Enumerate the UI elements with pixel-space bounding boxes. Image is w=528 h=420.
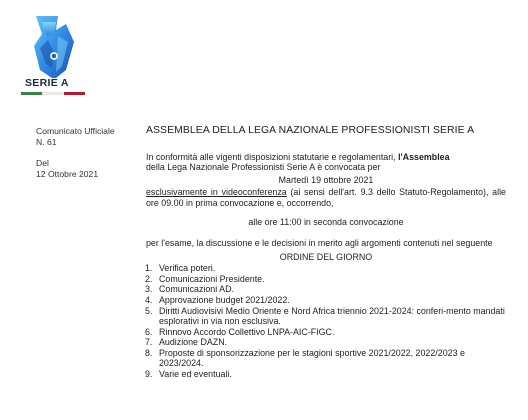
- logo-brand-text: SERIE A: [25, 77, 69, 89]
- agenda-item-number: 7.: [145, 337, 153, 348]
- intro-text-2: della Lega Nazionale Professionisti Serie A è convocata per: [146, 162, 381, 173]
- agenda-item-text: Varie ed eventuali.: [159, 368, 232, 379]
- flag-green: [21, 92, 42, 95]
- second-call: alle ore 11:00 in seconda convocazione: [248, 216, 404, 227]
- agenda-list: [145, 263, 505, 379]
- comunicato-date: [36, 158, 98, 179]
- agenda-item-number: 9.: [145, 368, 153, 379]
- flag-white: [42, 92, 63, 95]
- agenda-item: [145, 263, 505, 274]
- agenda-item: [145, 337, 505, 348]
- agenda-title: ORDINE DEL GIORNO: [279, 251, 373, 262]
- italian-flag-stripe: [21, 92, 85, 95]
- agenda-item-number: 2.: [145, 273, 153, 284]
- agenda-item-text: Comunicazioni AD.: [159, 284, 234, 295]
- date-value: 12 Ottobre 2021: [36, 168, 99, 179]
- agenda-item-number: 3.: [145, 284, 153, 295]
- comunicato-label: Comunicato Ufficiale: [36, 126, 115, 136]
- comunicato-number: N. 61: [36, 136, 57, 147]
- meeting-date: Martedì 19 ottobre 2021: [278, 174, 374, 185]
- agenda-item: [145, 348, 505, 369]
- mode-paragraph: [146, 187, 506, 208]
- agenda-item: [145, 327, 505, 338]
- intro-paragraph: [146, 152, 506, 173]
- serie-a-logo-icon: [18, 12, 90, 104]
- agenda-item-number: 4.: [145, 294, 153, 305]
- agenda-item: [145, 284, 505, 295]
- agenda-item: [145, 295, 505, 306]
- agenda-item-number: 8.: [145, 347, 153, 358]
- agenda-item-text: Approvazione budget 2021/2022.: [159, 294, 290, 305]
- agenda-item-text: Comunicazioni Presidente.: [159, 273, 265, 284]
- agenda-item: [145, 274, 505, 285]
- agenda-item: [145, 306, 505, 327]
- flag-red: [64, 92, 85, 95]
- agenda-item-text: Verifica poteri.: [159, 263, 216, 274]
- mode-rest: (ai sensi dell'art. 9.3 dello Statuto-Regolamento), alle ore 09.00 in prima convocazione e, occorrendo,: [146, 187, 506, 208]
- document-body: [146, 126, 506, 379]
- document-heading: ASSEMBLEA DELLA LEGA NAZIONALE PROFESSIONISTI SERIE A: [146, 125, 475, 136]
- date-label: Del: [36, 158, 49, 168]
- agenda-item-text: Proposte di sponsorizzazione per le stagioni sportive 2021/2022, 2022/2023 e 2023/2024.: [159, 347, 465, 369]
- mode-underlined: esclusivamente in videoconferenza: [146, 187, 287, 198]
- purpose-paragraph: per l'esame, la discussione e le decisioni in merito agli argomenti contenuti nel seguente: [146, 238, 493, 249]
- agenda-item-text: Rinnovo Accordo Collettivo LNPA-AIC-FIGC.: [159, 326, 335, 337]
- intro-text-1: In conformità alle vigenti disposizioni statutarie e regolamentari,: [146, 151, 399, 162]
- agenda-item-text: Audizione DAZN.: [159, 337, 228, 348]
- agenda-item-number: 6.: [145, 326, 153, 337]
- agenda-item-number: 1.: [145, 263, 153, 274]
- agenda-item-text: Diritti Audiovisivi Medio Oriente e Nord Africa triennio 2021-2024: conferi-mento mandati esplorativi in via non esclusiva.: [159, 305, 505, 327]
- comunicato-info: [36, 126, 115, 147]
- agenda-item: [145, 369, 505, 380]
- intro-bold: l'Assemblea: [398, 151, 450, 162]
- agenda-item-number: 5.: [145, 305, 153, 316]
